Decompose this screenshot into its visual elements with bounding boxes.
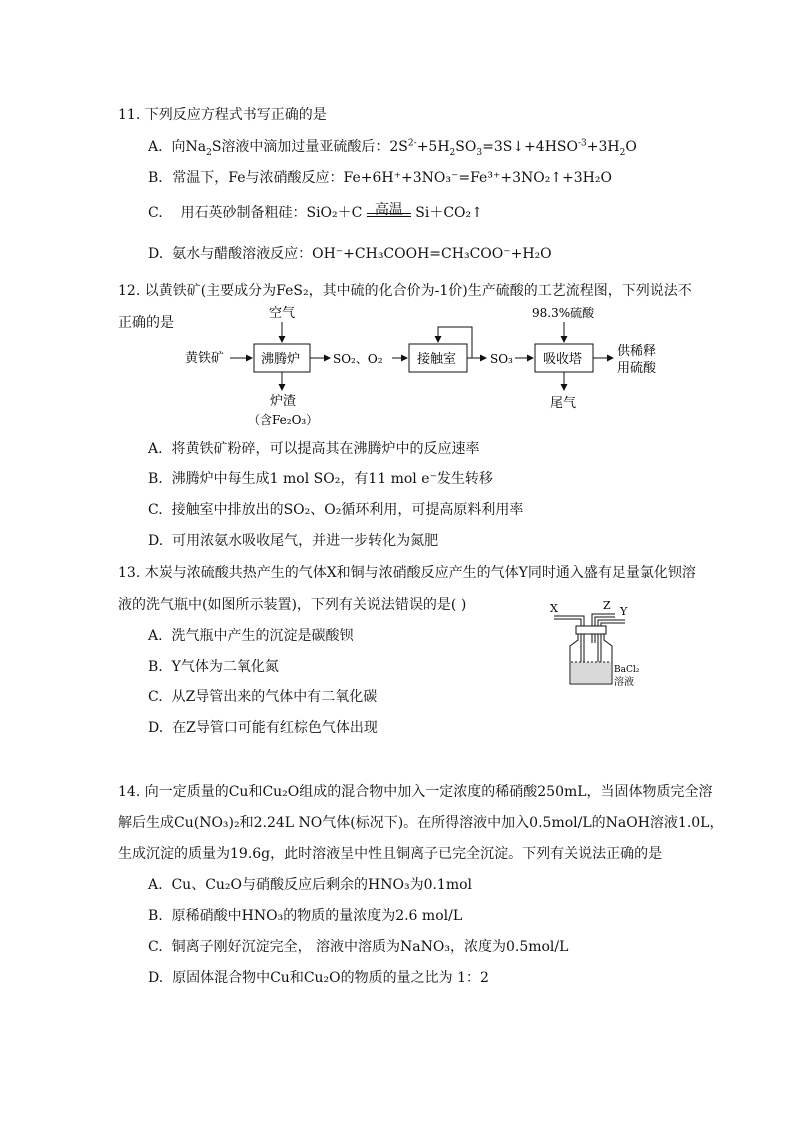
solution-label-2: 溶液: [614, 677, 634, 688]
slag-note: （含Fe₂O₃）: [248, 413, 319, 427]
option-letter: C.: [148, 502, 163, 518]
option-letter: C.: [148, 939, 163, 955]
q11-option-a: A. 向$Na_2S$溶液中滴加过量亚硫酸后：$2S^{2-}+5H_2SO_3=3S↓+4HSO^{-3}+3H_2O$: [148, 138, 637, 158]
q14-stem-line2: 解后生成Cu(NO₃)₂和2.24L NO气体(标况下)。在所得溶液中加入0.5mol/L的NaOH溶液1.0L，: [118, 815, 724, 831]
option-letter: D.: [148, 533, 164, 549]
tail-gas-label: 尾气: [550, 396, 577, 411]
acid-in-label: 98.3%硫酸: [532, 306, 595, 320]
flow-raw-label: 黄铁矿: [185, 351, 225, 366]
q14-stem-line3: 生成沉淀的质量为19.6g，此时溶液呈中性且铜离子已完全沉淀。下列有关说法正确的是: [118, 846, 663, 862]
liquid: [571, 662, 611, 683]
slag-label: 炉渣: [270, 394, 297, 409]
q11-option-d: D. 氨水与醋酸溶液反应：OH⁻+CH₃COOH=CH₃COO⁻+H₂O: [148, 246, 552, 262]
q13-option-a: A. 洗气瓶中产生的沉淀是碳酸钡: [148, 628, 354, 644]
q12-option-d: D. 可用浓氨水吸收尾气，并进一步转化为氮肥: [148, 533, 439, 549]
gas1-label: SO₂、O₂: [333, 352, 383, 366]
option-letter: B.: [148, 659, 163, 675]
absorber-label: 吸收塔: [543, 352, 583, 367]
q13-option-c: C. 从Z导管出来的气体中有二氧化碳: [148, 689, 378, 705]
furnace-label: 沸腾炉: [261, 352, 301, 367]
option-letter: B．: [148, 170, 173, 186]
contact-chamber-label: 接触室: [417, 352, 457, 367]
product-label-1: 供稀释: [617, 344, 657, 359]
option-letter: D.: [148, 720, 164, 736]
option-letter: B.: [148, 471, 163, 487]
solution-label-1: BaCl₂: [614, 665, 640, 675]
q12-stem-line2: 正确的是: [118, 315, 174, 331]
q13-stem-line1: 13. 木炭与浓硫酸共热产生的气体X和铜与浓硝酸反应产生的气体Y同时通入盛有足量氯化钡溶: [118, 565, 696, 581]
q13-option-d: D. 在Z导管口可能有红棕色气体出现: [148, 720, 378, 736]
wash-bottle-apparatus: [540, 598, 650, 690]
option-letter: A.: [148, 628, 163, 644]
label-z: Z: [603, 599, 611, 612]
q12-stem-line1: 12. 以黄铁矿(主要成分为FeS₂，其中硫的化合价为-1价)生产硫酸的工艺流程图，下列说法不: [118, 283, 692, 299]
label-x: X: [550, 602, 558, 615]
option-letter: B.: [148, 908, 163, 924]
q12-option-b: B. 沸腾炉中每生成1 mol SO₂，有11 mol e⁻发生转移: [148, 471, 493, 487]
q14-option-a: A. Cu、Cu₂O与硝酸反应后剩余的HNO₃为0.1mol: [148, 877, 473, 893]
q14-option-c: C. 铜离子刚好沉淀完全， 溶液中溶质为NaNO₃，浓度为0.5mol/L: [148, 939, 569, 955]
q11-option-c: C. 用石英砂制备粗硅：SiO₂＋C 高温 Si＋CO₂↑: [148, 202, 483, 221]
q14-option-d: D. 原固体混合物中Cu和Cu₂O的物质的量之比为 1：2: [148, 970, 489, 986]
q12-option-c: C. 接触室中排放出的SO₂、O₂循环利用，可提高原料利用率: [148, 502, 524, 518]
q12-option-a: A. 将黄铁矿粉碎，可以提高其在沸腾炉中的反应速率: [148, 441, 480, 457]
option-letter: C.: [148, 205, 163, 221]
q11-option-b: B．常温下，Fe与浓硝酸反应：Fe+6H⁺+3NO₃⁻=Fe³⁺+3NO₂↑+3H₂O: [148, 170, 612, 186]
gas2-label: SO₃: [490, 352, 513, 366]
option-letter: D.: [148, 246, 164, 262]
option-letter: A.: [148, 441, 163, 457]
q14-stem-line1: 14. 向一定质量的Cu和Cu₂O组成的混合物中加入一定浓度的稀硝酸250mL，当固体物质完全溶: [118, 784, 713, 800]
air-label: 空气: [269, 306, 296, 321]
q13-stem-line2: 液的洗气瓶中(如图所示装置)，下列有关说法错误的是( ): [118, 597, 467, 613]
label-y: Y: [620, 605, 628, 618]
option-letter: A.: [148, 139, 163, 155]
option-letter: A.: [148, 877, 163, 893]
option-letter: D.: [148, 970, 164, 986]
stopper: [576, 626, 606, 634]
q14-option-b: B. 原稀硝酸中HNO₃的物质的量浓度为2.6 mol/L: [148, 908, 463, 924]
reaction-condition: 高温: [367, 213, 411, 222]
q13-option-b: B. Y气体为二氧化氮: [148, 659, 279, 675]
tube-x: [554, 616, 584, 668]
product-label-2: 用硫酸: [617, 361, 657, 376]
process-flow-diagram: [180, 302, 680, 432]
q11-stem: 11. 下列反应方程式书写正确的是: [118, 107, 327, 123]
option-letter: C.: [148, 689, 163, 705]
